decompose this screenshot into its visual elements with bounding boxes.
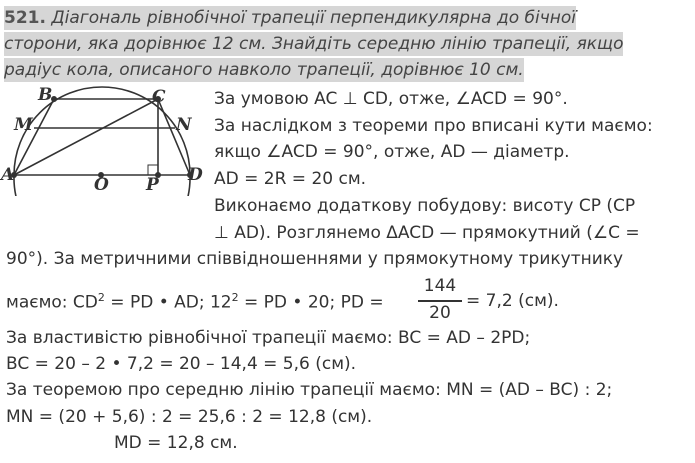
diagonal-AC bbox=[14, 99, 158, 175]
solution-line-7: 90°). За метричними співвідношеннями у прямокутному трикутнику bbox=[6, 249, 624, 269]
solution-line-12: MN = (20 + 5,6) : 2 = 25,6 : 2 = 12,8 (см). bbox=[6, 407, 373, 427]
text-segment: = PD • AD; 12 bbox=[104, 292, 232, 313]
solution-line-4: AD = 2R = 20 см. bbox=[214, 169, 367, 189]
text-segment: = PD • 20; PD = bbox=[238, 292, 384, 313]
solution-line-11: За теоремою про середню лінію трапеції маємо: MN = (AD – BC) : 2; bbox=[6, 380, 613, 400]
label-O: O bbox=[94, 175, 109, 195]
label-P: P bbox=[146, 175, 159, 195]
solution-line-1: За умовою AC ⊥ CD, отже, ∠ACD = 90°. bbox=[214, 89, 568, 109]
solution-line-3: якщо ∠ACD = 90°, отже, AD — діаметр. bbox=[214, 142, 570, 162]
solution-line-5: Виконаємо додаткову побудову: висоту CP (CP bbox=[214, 196, 636, 216]
problem-number: 521. bbox=[4, 8, 46, 28]
solution-line-8 bbox=[6, 291, 384, 313]
solution-line-2: За наслідком з теореми про вписані кути маємо: bbox=[214, 116, 653, 136]
label-C: C bbox=[152, 87, 166, 107]
label-N: N bbox=[176, 115, 192, 135]
superscript: 2 bbox=[231, 291, 239, 304]
problem-line-1 bbox=[4, 6, 576, 30]
problem-line-2: сторони, яка дорівнює 12 см. Знайдіть середню лінію трапеції, якщо bbox=[4, 34, 624, 54]
geometry-figure bbox=[0, 86, 215, 196]
solution-line-13: MD = 12,8 см. bbox=[114, 433, 238, 453]
label-D: D bbox=[188, 165, 203, 185]
fraction-numerator: 144 bbox=[423, 276, 457, 296]
solution-line-9: За властивістю рівнобічної трапеції маємо: BC = AD – 2PD; bbox=[6, 328, 531, 348]
problem-line-3: радіус кола, описаного навколо трапеції, дорівнює 10 см. bbox=[4, 60, 524, 80]
label-A: A bbox=[1, 165, 15, 185]
fraction-denominator: 20 bbox=[429, 303, 451, 323]
solution-line-6: ⊥ AD). Розглянемо ΔACD — прямокутний (∠C = bbox=[214, 223, 640, 243]
side-CD bbox=[158, 99, 190, 175]
superscript: 2 bbox=[97, 291, 105, 304]
solution-line-8-result: = 7,2 (см). bbox=[466, 291, 559, 311]
solution-line-10: BC = 20 – 2 • 7,2 = 20 – 14,4 = 5,6 (см). bbox=[6, 354, 357, 374]
label-B: B bbox=[38, 86, 53, 105]
text-segment: маємо: CD bbox=[6, 292, 98, 313]
label-M: M bbox=[14, 115, 33, 135]
problem-text-1: Діагональ рівнобічної трапеції перпендикулярна до бічної bbox=[51, 8, 577, 28]
fraction-bar bbox=[418, 300, 462, 302]
